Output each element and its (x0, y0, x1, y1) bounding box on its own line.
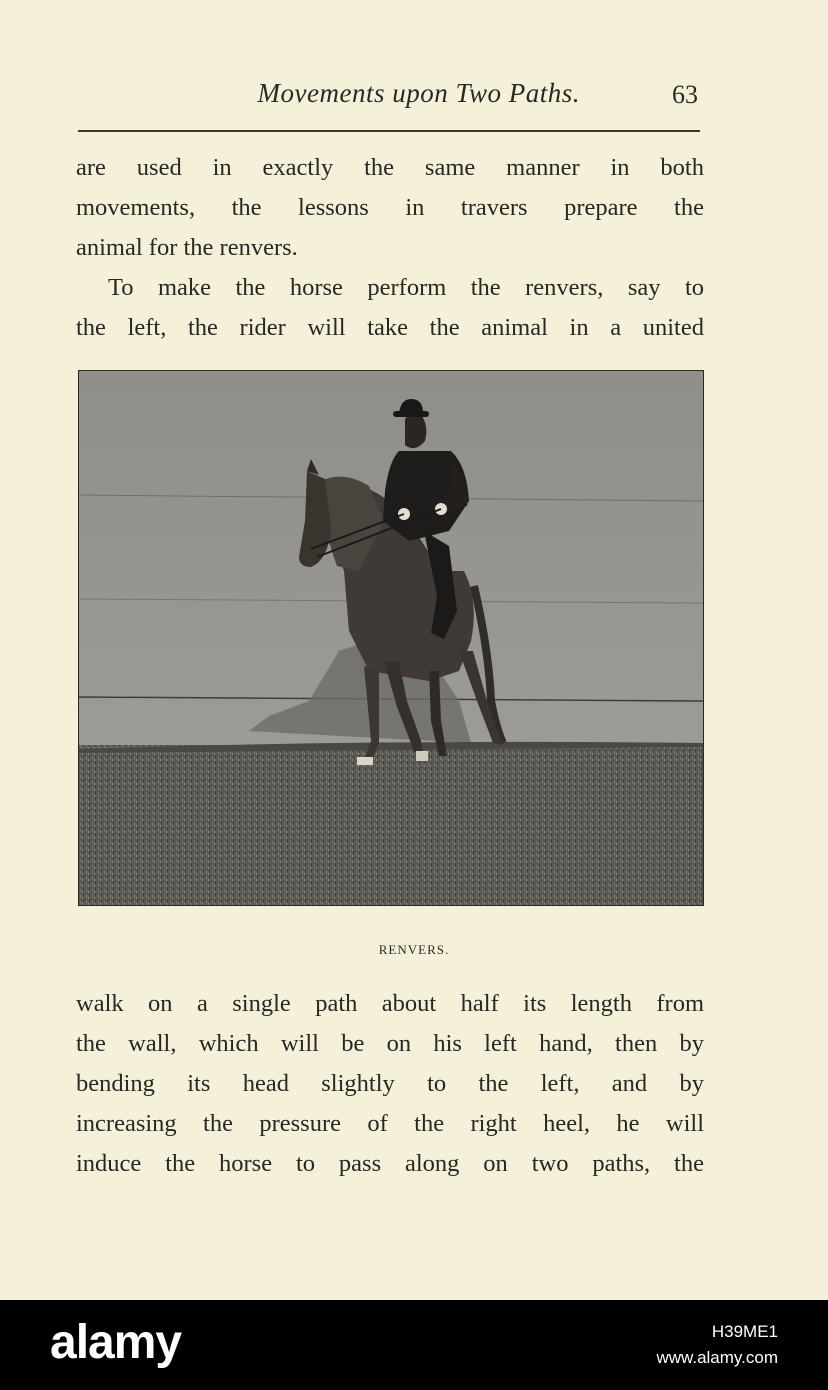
renvers-photograph (78, 370, 704, 906)
alamy-logo: alamy (50, 1316, 182, 1369)
body-text-bottom (76, 984, 704, 1184)
text-line: induce the horse to pass along on two paths, the (76, 1150, 704, 1177)
hoof-white (416, 751, 428, 761)
rider-head (405, 414, 426, 449)
text-line: walk on a single path about half its length from (76, 990, 704, 1017)
page-number: 63 (672, 80, 698, 109)
text-line: animal for the renvers. (76, 234, 298, 261)
text-line: are used in exactly the same manner in both (76, 154, 704, 181)
running-title: Movements upon Two Paths. (257, 78, 580, 108)
text-line: increasing the pressure of the right heel, he will (76, 1110, 704, 1137)
text-line: the wall, which will be on his left hand, then by (76, 1030, 704, 1057)
body-text-top (76, 148, 704, 348)
grass-ground (79, 745, 703, 905)
text-line: the left, the rider will take the animal in a united (76, 314, 704, 341)
horse-rider-illustration (79, 371, 703, 905)
figure-caption: RENVERS. (378, 942, 450, 957)
image-id: H39ME1 (711, 1322, 778, 1341)
text-line: bending its head slightly to the left, and by (76, 1070, 704, 1097)
hoof-white (357, 757, 373, 765)
header-rule (78, 130, 700, 132)
text-line: movements, the lessons in travers prepare the (76, 194, 704, 221)
stock-site-link[interactable]: www.alamy.com (656, 1348, 778, 1367)
text-line: To make the horse perform the renvers, say to (108, 274, 704, 301)
